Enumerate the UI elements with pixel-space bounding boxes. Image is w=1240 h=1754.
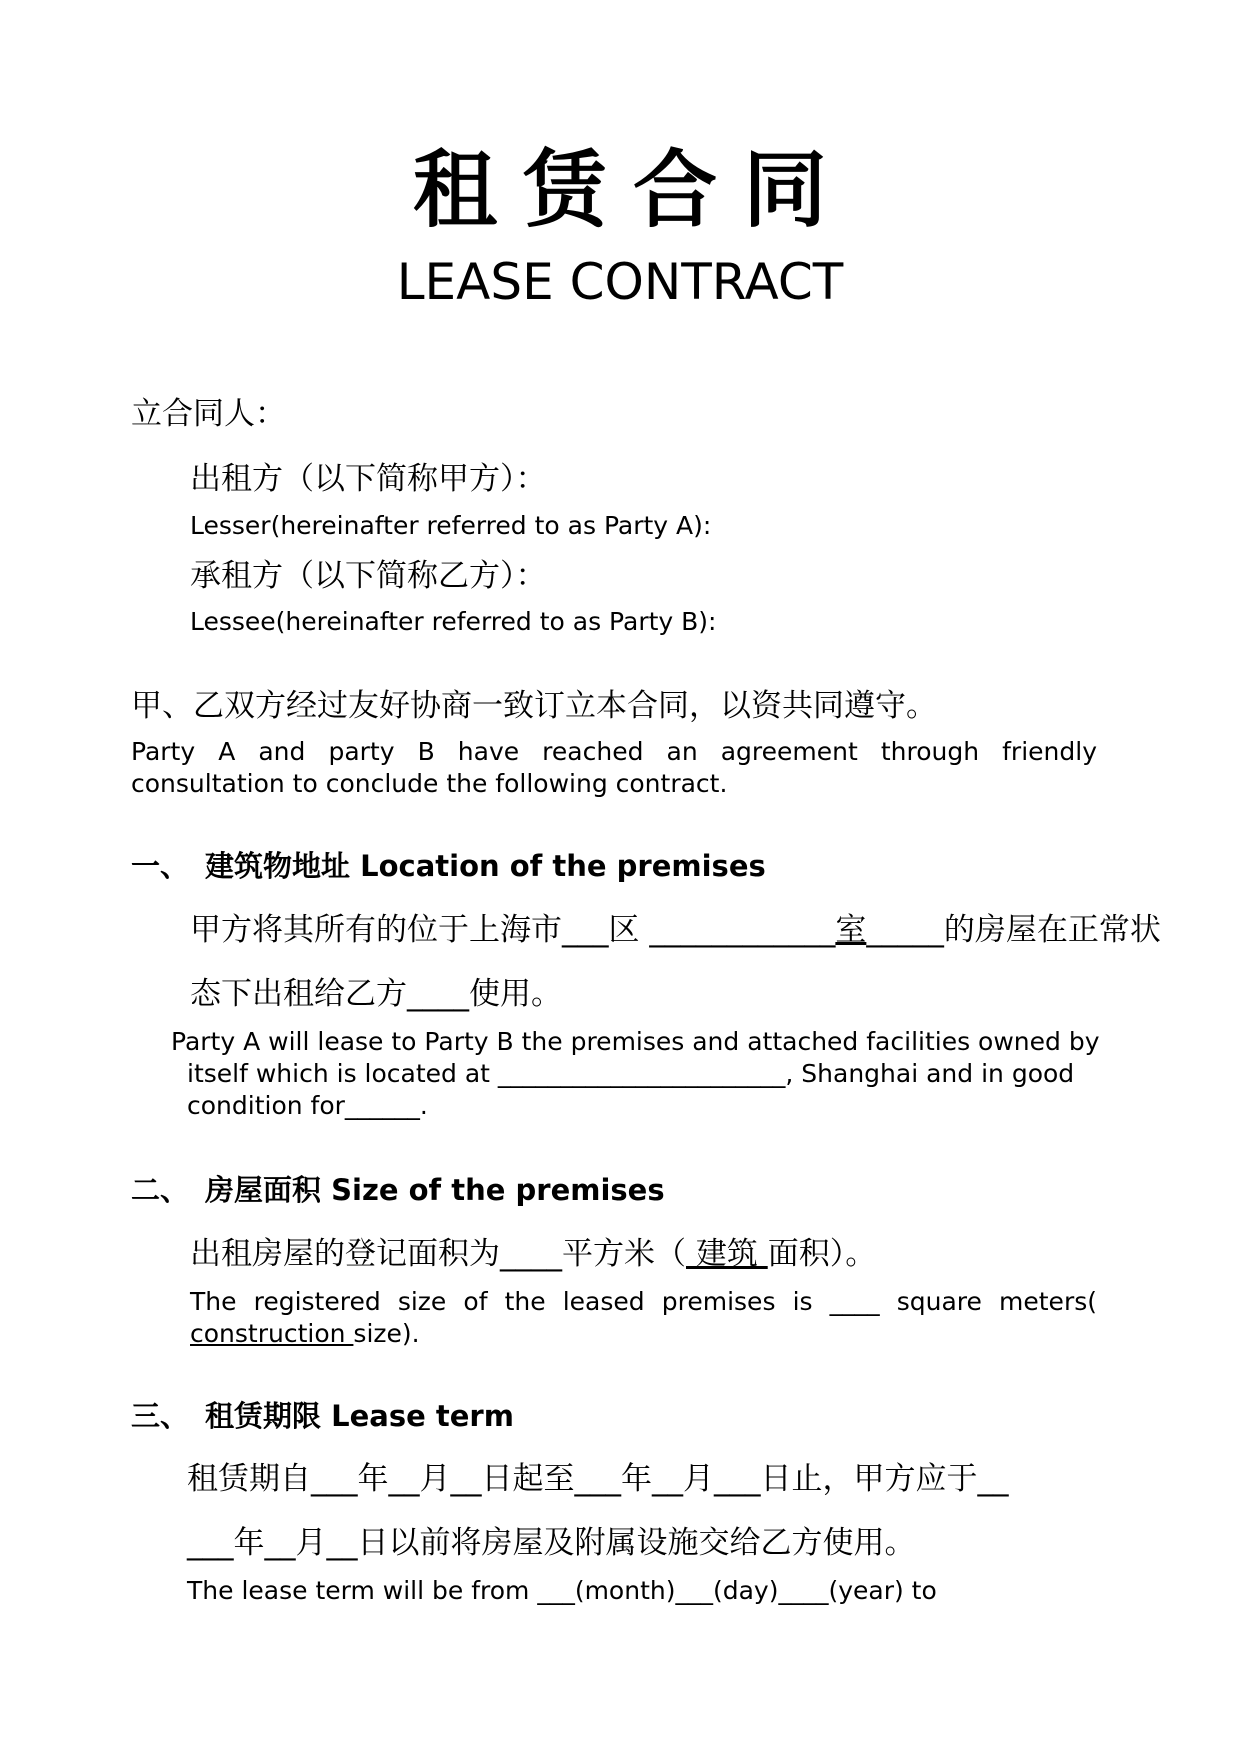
section2-cn-b: 建筑	[686, 1236, 768, 1272]
section1-cn-line2: 态下出租给乙方____使用。	[190, 976, 562, 1012]
section1-cn-line1-a: 甲方将其所有的位于上海市___区 ____________	[190, 912, 836, 948]
section2-cn	[190, 1234, 876, 1274]
section3-title-en: Lease term	[331, 1399, 514, 1433]
section3-en-line1: The lease term will be from ___(month)___(day)____(year) to	[187, 1576, 937, 1605]
section1-title-cn: 建筑物地址	[205, 849, 351, 883]
section1-cn-line1-b: 室	[835, 912, 867, 948]
lessor-cn: 出租方（以下简称甲方）：	[190, 461, 547, 497]
section3-cn-line1: 租赁期自___年__月__日起至___年__月___日止，甲方应于__	[187, 1461, 1009, 1497]
section2-cn-c: 面积）。	[767, 1236, 877, 1272]
preamble-cn: 甲、乙双方经过友好协商一致订立本合同，以资共同遵守。	[131, 688, 937, 724]
section3-cn-line2: ___年__月__日以前将房屋及附属设施交给乙方使用。	[187, 1525, 916, 1561]
section2-en-line2-rest: size).	[353, 1319, 420, 1348]
section1-cn-line1-c: _____的房屋在正常状	[866, 912, 1161, 948]
section2-en-line2-underlined: construction	[190, 1319, 354, 1348]
title-cn: 租赁合同	[412, 141, 853, 239]
preamble-en-line1: Party A and party B have reached an agreement through friendly	[131, 737, 1097, 766]
section2-en-line2	[190, 1317, 420, 1350]
section2-number: 二、	[131, 1173, 190, 1207]
section1-en-line3: condition for______.	[187, 1091, 428, 1120]
lessee-cn: 承租方（以下简称乙方）：	[190, 558, 547, 594]
title-en: LEASE CONTRACT	[396, 253, 844, 311]
section2-title-en: Size of the premises	[331, 1173, 665, 1207]
lessee-en: Lessee(hereinafter referred to as Party B):	[190, 607, 717, 636]
lessor-en: Lesser(hereinafter referred to as Party A):	[190, 511, 712, 540]
section2-en-line1: The registered size of the leased premises is ____ square meters(	[190, 1287, 1097, 1316]
section1-en-line2: itself which is located at _______________________, Shanghai and in good	[187, 1059, 1075, 1088]
section1-cn-line1	[190, 910, 1161, 950]
section1-title-en: Location of the premises	[360, 849, 766, 883]
preamble-en-line2: consultation to conclude the following contract.	[131, 769, 728, 798]
section3-heading	[205, 1396, 514, 1436]
section1-en-line1: Party A will lease to Party B the premises and attached facilities owned by	[171, 1027, 1100, 1056]
section3-title-cn: 租赁期限	[205, 1399, 322, 1433]
parties-heading: 立合同人：	[131, 396, 286, 432]
section2-title-cn: 房屋面积	[205, 1173, 322, 1207]
section1-heading	[205, 846, 766, 886]
section2-cn-a: 出租房屋的登记面积为____平方米（	[190, 1236, 686, 1272]
section3-number: 三、	[131, 1399, 190, 1433]
section2-heading	[205, 1170, 665, 1210]
section1-number: 一、	[131, 849, 190, 883]
